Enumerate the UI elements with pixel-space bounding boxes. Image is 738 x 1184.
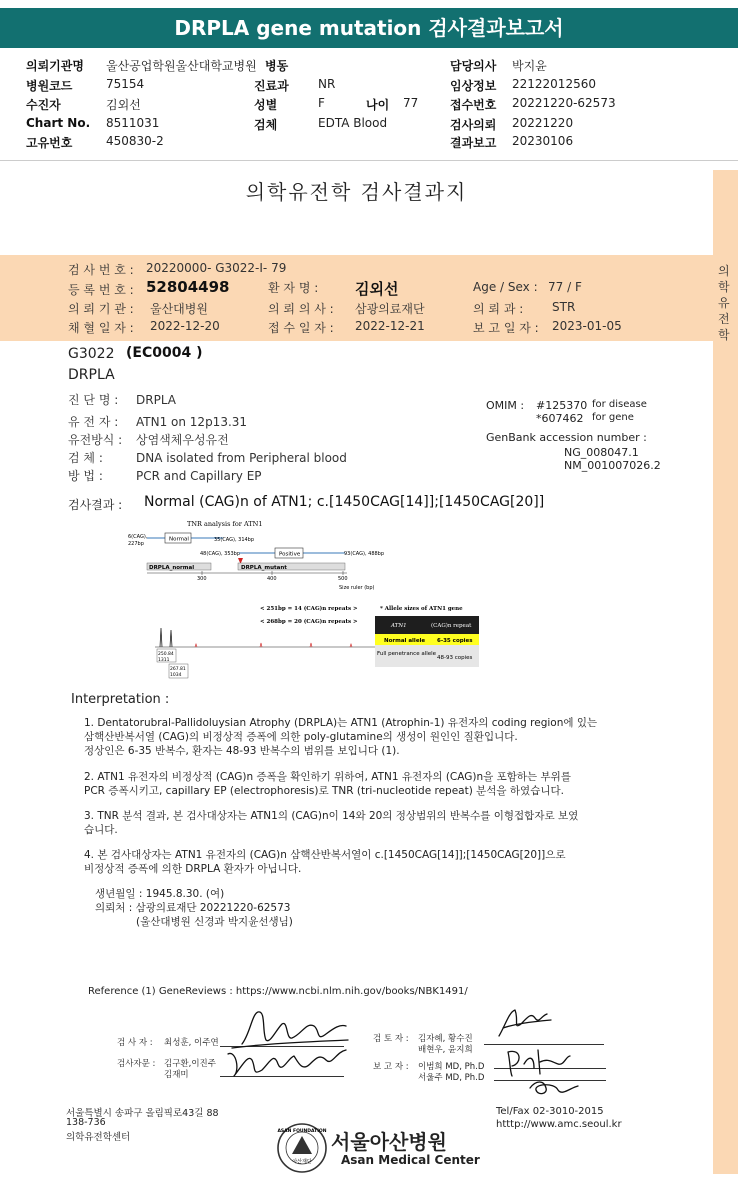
tick-300: 300 <box>197 576 207 582</box>
allele-head-gene: ATN1 <box>391 623 407 629</box>
label-doctor: 담당의사 <box>450 59 497 73</box>
label-report-date2: 보 고 일 자 : <box>473 321 539 335</box>
examiner-label: 검 사 자 : <box>117 1038 153 1048</box>
value-patient-name: 김외선 <box>355 280 399 298</box>
value-doctor: 박지윤 <box>512 59 547 73</box>
fig-lbl-48: 48(CAG), 353bp <box>200 551 241 557</box>
reporter-names-1: 이범희 MD, Ph.D <box>418 1062 485 1072</box>
interpretation-title: Interpretation : <box>71 692 170 707</box>
tick-400: 400 <box>267 576 277 582</box>
report-title-bar: DRPLA gene mutation 검사결과보고서 <box>0 8 738 48</box>
test-name: DRPLA <box>68 367 115 383</box>
value-patient: 김외선 <box>106 98 141 112</box>
detail-label-diagnosis: 진 단 명 : <box>68 393 119 407</box>
interp-4-line-1: 4. 본 검사대상자는 ATN1 유전자의 (CAG)n 삼핵산반복서열이 c.[1450CAG[14]];[1450CAG[20]]으로 <box>84 849 566 861</box>
side-char-1: 의 <box>718 264 730 278</box>
interp-4-line-2: 비정상적 증폭에 의한 DRPLA 환자가 아닙니다. <box>84 863 302 875</box>
tnr-schematic <box>125 516 390 596</box>
omim-gene-code: *607462 <box>536 412 584 425</box>
value-reg-no: 52804498 <box>146 278 230 296</box>
repeat-note-2: < 268bp = 20 (CAG)n repeats > <box>260 619 358 625</box>
allele-head-repeat: (CAG)n repeat <box>431 623 472 629</box>
referrer-line-1: 의뢰처 : 삼광의료재단 20221220-62573 <box>95 902 291 914</box>
detail-value-inheritance: 상염색체우성유전 <box>136 433 229 447</box>
interp-2-line-1: 2. ATN1 유전자의 비정상적 (CAG)n 증폭을 확인하기 위하여, ATN1 유전자의 (CAG)n을 포함하는 부위를 <box>84 771 571 783</box>
label-age: 나이 <box>366 98 390 112</box>
genbank-label: GenBank accession number : <box>486 431 647 444</box>
value-request-date: 20221220 <box>512 116 574 130</box>
omim-disease-desc: for disease <box>592 399 647 410</box>
peak-2-height: 1034 <box>170 673 182 678</box>
label-patient-name: 환 자 명 : <box>268 281 319 295</box>
label-institution: 의뢰기관명 <box>26 59 84 73</box>
allele-normal-name: Normal allele <box>384 638 426 644</box>
logo-korean: 서울아산병원 <box>331 1130 447 1154</box>
tick-500: 500 <box>338 576 348 582</box>
fig-lbl-93: 93(CAG), 488bp <box>344 551 385 557</box>
page-bottom-margin <box>0 1176 738 1184</box>
detail-label-gene: 유 전 자 : <box>68 415 119 429</box>
detail-value-specimen: DNA isolated from Peripheral blood <box>136 451 347 465</box>
reference-line: Reference (1) GeneReviews : https://www.ncbi.nlm.nih.gov/books/NBK1491/ <box>88 986 468 997</box>
allele-title: * Allele sizes of ATN1 gene <box>380 606 463 612</box>
peak-14 <box>160 628 162 647</box>
allele-normal-value: 6-35 copies <box>437 638 473 644</box>
value-req-doc: 삼광의료재단 <box>355 302 425 316</box>
label-hospital-code: 병원코드 <box>26 79 73 93</box>
bar-normal-label: DRPLA_normal <box>149 565 195 571</box>
value-unique-no: 450830-2 <box>106 134 164 148</box>
side-char-4: 전 <box>718 312 730 326</box>
test-code-2: (EC0004 ) <box>126 345 203 361</box>
tel-fax: Tel/Fax 02-3010-2015 <box>496 1106 604 1117</box>
asan-foundation-seal <box>276 1122 328 1174</box>
birth-date: 생년월일 : 1945.8.30. (여) <box>95 888 225 900</box>
bar-mutant-label: DRPLA_mutant <box>241 565 287 571</box>
detail-label-inheritance: 유전방식 : <box>68 433 123 447</box>
reporter-names-2: 서울주 MD, Ph.D <box>418 1073 485 1083</box>
fig-lbl-6: 6(CAG), <box>128 534 148 540</box>
value-age-sex: 77 / F <box>548 280 582 294</box>
value-specimen: EDTA Blood <box>318 116 388 130</box>
value-institution: 울산공업학원울산대학교병원 <box>106 59 257 73</box>
genbank-ng: NG_008047.1 <box>564 446 639 459</box>
label-ward: 병동 <box>265 59 289 73</box>
peak-1-size: 250.84 <box>158 652 174 657</box>
label-unique-no: 고유번호 <box>26 136 73 150</box>
value-exam-no: 20220000- G3022-I- 79 <box>146 261 287 275</box>
label-age-sex: Age / Sex : <box>473 280 538 294</box>
label-reg-no: 등 록 번 호 : <box>68 283 134 297</box>
label-chart-no: Chart No. <box>26 116 91 130</box>
fig-title: TNR analysis for ATN1 <box>187 520 263 528</box>
examiner-adv-label: 검사자문 : <box>117 1059 156 1069</box>
positive-box-label: Positive <box>279 551 301 558</box>
detail-value-diagnosis: DRPLA <box>136 393 176 407</box>
label-draw-date: 채 혈 일 자 : <box>68 321 134 335</box>
report-title: 의학유전학 검사결과지 <box>245 180 468 204</box>
allele-full-value: 48-93 copies <box>437 655 473 661</box>
value-hospital-code: 75154 <box>106 77 145 91</box>
peak-1-height: 1311 <box>158 658 170 663</box>
detail-label-method: 방 법 : <box>68 469 103 483</box>
value-draw-date: 2022-12-20 <box>150 319 220 333</box>
side-char-2: 학 <box>718 280 730 294</box>
examiner-names: 최성훈, 이주연 <box>164 1038 219 1048</box>
allele-full-name: Full penetrance allele <box>377 651 437 657</box>
patient-band <box>0 255 713 341</box>
value-report-date2: 2023-01-05 <box>552 319 622 333</box>
result-label: 검사결과 : <box>68 498 123 512</box>
value-age: 77 <box>403 96 419 110</box>
logo-english: Asan Medical Center <box>341 1153 480 1167</box>
repeat-note-1: < 251bp = 14 (CAG)n repeats > <box>260 606 358 612</box>
report-side-strip <box>713 170 738 1174</box>
reviewer-label: 검 토 자 : <box>373 1034 409 1044</box>
detail-value-gene: ATN1 on 12p13.31 <box>136 415 248 429</box>
electropherogram <box>150 600 380 682</box>
referrer-line-2: (울산대병원 신경과 박지윤선생님) <box>136 916 293 928</box>
interp-1-line-2: 삼핵산반복서열 (CAG)의 비정상적 증폭에 의한 poly-glutamine의 생성이 원인인 질환입니다. <box>84 731 518 743</box>
seal-bottom-text: 아산재단 <box>292 1159 312 1165</box>
label-req-inst: 의 뢰 기 관 : <box>68 302 134 316</box>
test-code: G3022 <box>68 346 115 362</box>
peak-2-size: 267.81 <box>170 667 186 672</box>
interp-3-line-1: 3. TNR 분석 결과, 본 검사대상자는 ATN1의 (CAG)n이 14와 20의 정상범위의 반복수를 이형접합자로 보였 <box>84 810 579 822</box>
omim-label: OMIM : <box>486 399 525 412</box>
label-req-doc: 의 뢰 의 사 : <box>268 302 334 316</box>
label-specimen: 검체 <box>254 118 278 132</box>
value-recv-date: 2022-12-21 <box>355 319 425 333</box>
website: htttp://www.amc.seoul.kr <box>496 1119 622 1130</box>
side-char-3: 유 <box>718 296 730 310</box>
address-line-3: 의학유전학센터 <box>66 1132 131 1143</box>
value-receipt-no: 20221220-62573 <box>512 96 616 110</box>
omim-disease-code: #125370 <box>536 399 588 412</box>
reviewer-signature <box>495 1006 555 1040</box>
examiner-adv-names-2: 김재미 <box>164 1070 189 1080</box>
address-line-1: 서울특별시 송파구 올림픽로43길 88 <box>66 1108 219 1119</box>
value-dept: NR <box>318 77 336 91</box>
label-report-date: 결과보고 <box>450 136 497 150</box>
omim-gene-desc: for gene <box>592 412 634 423</box>
address-line-2: 138-736 <box>66 1117 106 1128</box>
label-patient: 수진자 <box>26 98 61 112</box>
normal-box-label: Normal <box>169 536 189 543</box>
value-clinical-info: 22122012560 <box>512 77 596 91</box>
size-ruler-label: Size ruler (bp) <box>339 585 375 591</box>
interp-1-line-1: 1. Dentatorubral-Pallidoluysian Atrophy (DRPLA)는 ATN1 (Atrophin-1) 유전자의 coding region에 있는 <box>84 717 598 729</box>
fig-lbl-35: 35(CAG), 314bp <box>214 537 255 543</box>
interp-2-line-2: PCR 증폭시키고, capillary EP (electrophoresis)로 TNR (tri-nucleotide repeat) 분석을 하였습니다. <box>84 785 564 797</box>
sheet-divider <box>0 160 738 161</box>
fig-lbl-227: 227bp <box>128 541 144 547</box>
interp-3-line-2: 습니다. <box>84 824 118 836</box>
value-req-inst: 울산대병원 <box>150 302 208 316</box>
reviewer-names-2: 배현우, 윤지희 <box>418 1045 473 1055</box>
genbank-nm: NM_001007026.2 <box>564 459 661 472</box>
examiner-adv-signature <box>222 1044 352 1082</box>
reviewer-names-1: 김자혜, 황수진 <box>418 1034 473 1044</box>
detail-label-specimen: 검 체 : <box>68 451 103 465</box>
detail-value-method: PCR and Capillary EP <box>136 469 262 483</box>
label-dept: 진료과 <box>254 79 289 93</box>
allele-table <box>375 602 480 670</box>
value-sex: F <box>318 96 325 110</box>
label-receipt-no: 접수번호 <box>450 98 497 112</box>
value-req-dept: STR <box>552 300 576 314</box>
result-value: Normal (CAG)n of ATN1; c.[1450CAG[14]];[1450CAG[20]] <box>144 494 545 510</box>
interp-1-line-3: 정상인은 6-35 반복수, 환자는 48-93 반복수의 범위를 보입니다 (1). <box>84 745 400 757</box>
label-req-dept: 의 뢰 과 : <box>473 302 524 316</box>
seal-top-text: ASAN FOUNDATION <box>277 1129 327 1134</box>
examiner-adv-names-1: 김구환,이진주 <box>164 1059 216 1069</box>
label-request-date: 검사의뢰 <box>450 118 497 132</box>
value-chart-no: 8511031 <box>106 116 160 130</box>
label-sex: 성별 <box>254 98 278 112</box>
side-char-5: 학 <box>718 328 730 342</box>
label-clinical-info: 임상정보 <box>450 79 497 93</box>
peak-20 <box>170 630 172 647</box>
value-report-date: 20230106 <box>512 134 574 148</box>
reporter-signature <box>500 1044 590 1100</box>
reporter-label: 보 고 자 : <box>373 1062 409 1072</box>
label-recv-date: 접 수 일 자 : <box>268 321 334 335</box>
label-exam-no: 검 사 번 호 : <box>68 263 134 277</box>
